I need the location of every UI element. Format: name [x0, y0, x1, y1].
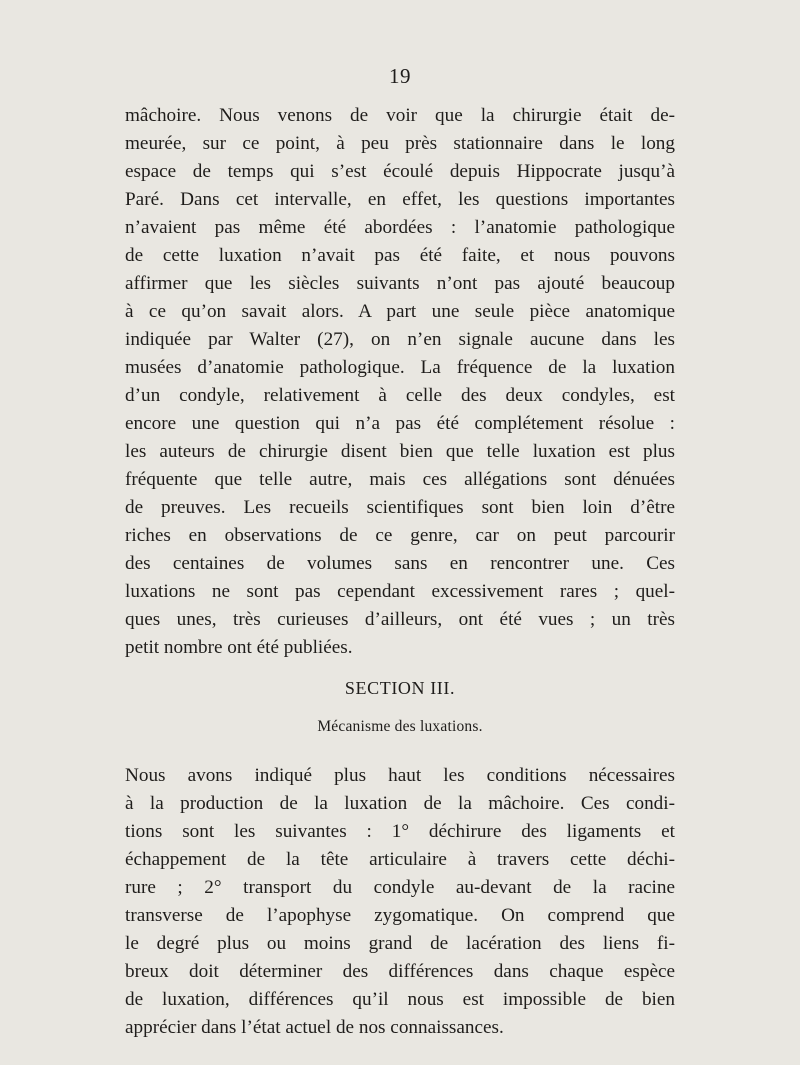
page-number: 19 [389, 64, 411, 88]
text-line: mâchoire. Nous venons de voir que la chirurgie était de- [125, 105, 675, 126]
text-line: des centaines de volumes sans en rencontrer une. Ces [125, 553, 675, 574]
text-line: espace de temps qui s’est écoulé depuis Hippocrate jusqu’à [125, 161, 675, 182]
text-line: breux doit déterminer des différences dans chaque espèce [125, 961, 675, 982]
text-line: affirmer que les siècles suivants n’ont pas ajouté beaucoup [125, 273, 675, 294]
text-line: meurée, sur ce point, à peu près stationnaire dans le long [125, 133, 675, 154]
text-line: apprécier dans l’état actuel de nos connaissances. [125, 1017, 504, 1038]
text-line: riches en observations de ce genre, car on peut parcourir [125, 525, 675, 546]
text-line: d’un condyle, relativement à celle des deux condyles, est [125, 385, 675, 406]
text-line: transverse de l’apophyse zygomatique. On comprend que [125, 905, 675, 926]
text-line: les auteurs de chirurgie disent bien que telle luxation est plus [125, 441, 675, 462]
text-line: à ce qu’on savait alors. A part une seule pièce anatomique [125, 301, 675, 322]
text-line: ques unes, très curieuses d’ailleurs, ont été vues ; un très [125, 609, 675, 630]
text-line: à la production de la luxation de la mâchoire. Ces condi- [125, 793, 675, 814]
text-line: musées d’anatomie pathologique. La fréquence de la luxation [125, 357, 675, 378]
text-line: le degré plus ou moins grand de lacération des liens fi- [125, 933, 675, 954]
text-line: Paré. Dans cet intervalle, en effet, les questions importantes [125, 189, 675, 210]
text-line: fréquente que telle autre, mais ces allégations sont dénuées [125, 469, 675, 490]
text-line: luxations ne sont pas cependant excessivement rares ; quel- [125, 581, 675, 602]
text-line: indiquée par Walter (27), on n’en signale aucune dans les [125, 329, 675, 350]
text-line: échappement de la tête articulaire à travers cette déchi- [125, 849, 675, 870]
text-line: de luxation, différences qu’il nous est impossible de bien [125, 989, 675, 1010]
text-line: encore une question qui n’a pas été complétement résolue : [125, 413, 675, 434]
text-line: de cette luxation n’avait pas été faite, et nous pouvons [125, 245, 675, 266]
text-line: de preuves. Les recueils scientifiques sont bien loin d’être [125, 497, 675, 518]
text-line: Nous avons indiqué plus haut les conditions nécessaires [125, 765, 675, 786]
text-line: n’avaient pas même été abordées : l’anatomie pathologique [125, 217, 675, 238]
text-line: rure ; 2° transport du condyle au-devant de la racine [125, 877, 675, 898]
section-subtitle: Mécanisme des luxations. [317, 718, 483, 735]
text-line: petit nombre ont été publiées. [125, 637, 353, 658]
text-line: tions sont les suivantes : 1° déchirure des ligaments et [125, 821, 675, 842]
section-title: SECTION III. [344, 678, 456, 698]
